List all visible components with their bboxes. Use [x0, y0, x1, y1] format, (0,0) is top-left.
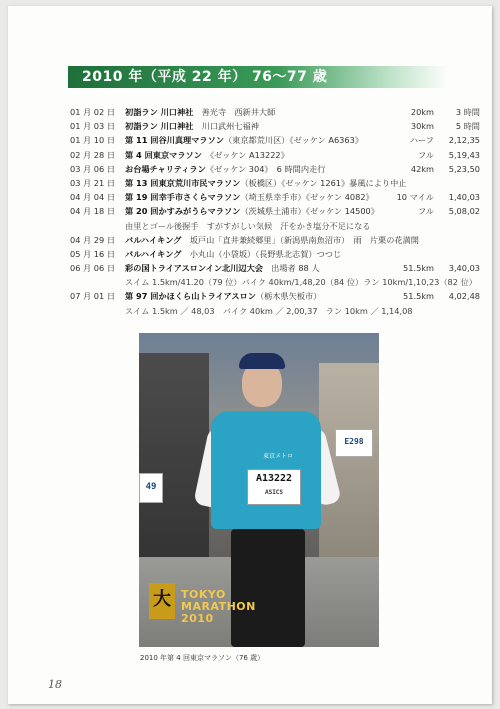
- photo-caption: 2010 年第 4 回東京マラソン（76 歳）: [140, 654, 265, 662]
- logo-line-3: 2010: [181, 612, 214, 625]
- race-log: [70, 107, 480, 320]
- log-row: [70, 249, 470, 263]
- entry-time: 5,08,02: [448, 206, 480, 217]
- section-title: 2010 年（平成 22 年） 76〜77 歳: [82, 69, 328, 85]
- entry-distance: ハーフ: [409, 135, 434, 146]
- bib-number: A13222: [255, 473, 293, 484]
- other-runner-bib: E298: [335, 429, 373, 457]
- entry-event: 第 4 回東京マラソン: [125, 149, 202, 160]
- log-row: [70, 163, 480, 178]
- log-row: [70, 178, 470, 192]
- entry-detail: （茨城県土浦市）《ゼッケン 14500》: [240, 206, 379, 217]
- entry-distance: 51.5km: [403, 263, 434, 274]
- entry-detail: 出場者 88 人: [271, 263, 320, 274]
- entry-event: 初詣ラン 川口神社: [125, 107, 194, 117]
- entry-detail: スイム 1.5km/41.20（79 位）バイク 40km/1,48,20（84 位）ラン 10km/1,10,23（82 位）: [125, 277, 477, 288]
- log-note-row: [70, 221, 470, 235]
- shirt-logo-text: 東京メトロ: [262, 453, 293, 460]
- entry-distance: フル: [417, 149, 434, 160]
- entry-description: [125, 305, 413, 317]
- entry-event: 第 13 回東京荒川市民マラソン: [125, 177, 241, 188]
- entry-description: [125, 249, 405, 260]
- entry-date: 02 月 28 日: [70, 149, 116, 160]
- entry-event: 初詣ラン 川口神社: [125, 121, 194, 132]
- entry-time: 3,40,03: [448, 263, 480, 274]
- entry-distance: 10 マイル: [396, 192, 434, 203]
- entry-date: 03 月 06 日: [70, 163, 116, 174]
- log-note-row: [70, 277, 477, 291]
- tokyo-marathon-logo-mark: 大: [149, 583, 175, 619]
- entry-detail: （板橋区）《ゼッケン 1261》暴風により中止: [240, 177, 407, 188]
- entry-detail: （埼玉県幸手市）《ゼッケン 4082》: [240, 192, 374, 203]
- log-row: [70, 121, 480, 135]
- entry-detail: スイム 1.5km ／ 48,03 バイク 40km ／ 2,00,37 ラン 10km ／ 1,14,08: [125, 305, 413, 316]
- entry-event: バルハイキング: [125, 248, 182, 259]
- log-row: [70, 149, 480, 164]
- entry-description: [125, 107, 405, 118]
- entry-description: [125, 234, 419, 246]
- entry-date: 04 月 18 日: [70, 206, 116, 217]
- entry-detail: 由里とゴール後握手 すがすがしい気候 汗をかき塩分不足になる: [125, 220, 371, 231]
- section-header-banner: [68, 66, 448, 88]
- bib-sponsor: ASICS: [264, 489, 284, 496]
- entry-event: バルハイキング: [125, 234, 182, 245]
- other-runner-bib-left: 49: [139, 473, 163, 503]
- entry-distance: 20km: [410, 107, 434, 117]
- tokyo-marathon-logo-text: [181, 589, 256, 625]
- entry-description: [125, 221, 405, 232]
- entry-detail: 《ゼッケン 304》 6 時間内走行: [205, 163, 326, 174]
- runner-cap: [239, 353, 285, 369]
- race-bib: [247, 469, 301, 505]
- log-row: [70, 135, 480, 149]
- entry-event: 第 19 回幸手市さくらマラソン: [125, 192, 241, 203]
- entry-distance: フル: [417, 206, 434, 217]
- logo-line-2: MARATHON: [181, 600, 256, 613]
- log-row: [70, 192, 480, 206]
- entry-event: 第 20 回かすみがうらマラソン: [125, 206, 241, 217]
- entry-time: 5,19,43: [448, 149, 480, 160]
- entry-event: 第 11 回谷川真理マラソン: [125, 135, 224, 146]
- entry-time: 5 時間: [455, 121, 480, 132]
- entry-date: 05 月 16 日: [70, 248, 116, 259]
- entry-date: 01 月 03 日: [70, 121, 116, 132]
- entry-distance: 42km: [410, 163, 434, 174]
- entry-date: 07 月 01 日: [70, 291, 116, 302]
- entry-detail: 坂戸山「直井兼続郷里」（新潟県南魚沼市） 雨 片栗の花満開: [189, 234, 419, 245]
- entry-distance: 51.5km: [403, 291, 434, 302]
- entry-detail: 《ゼッケン A13222》: [210, 149, 289, 160]
- entry-detail: 小丸山（小袋坂）（長野県北志賀）つつじ: [189, 248, 342, 259]
- entry-description: [125, 291, 405, 302]
- log-row: [70, 291, 480, 305]
- entry-detail: （栃木県矢板市）: [255, 291, 322, 302]
- entry-time: 5,23,50: [448, 163, 480, 174]
- entry-detail: 善光寺 西新井大師: [201, 107, 276, 117]
- entry-detail: （東京都荒川区）《ゼッケン A6363》: [223, 135, 363, 146]
- entry-event: 彩の国トライアスロンイン北川辺大会: [125, 263, 263, 274]
- entry-description: [125, 121, 405, 132]
- entry-date: 06 月 06 日: [70, 263, 116, 274]
- entry-event: 第 97 回かほくら山トライアスロン: [125, 291, 256, 302]
- entry-date: 04 月 04 日: [70, 192, 116, 203]
- entry-time: 4,02,48: [448, 291, 480, 302]
- entry-distance: 30km: [410, 121, 434, 132]
- entry-date: 03 月 21 日: [70, 177, 116, 188]
- logo-line-1: TOKYO: [181, 588, 226, 601]
- log-row: [70, 107, 480, 121]
- log-row: [70, 263, 480, 277]
- entry-event: お台場チャリティラン: [125, 163, 206, 174]
- entry-description: [125, 277, 477, 288]
- entry-time: 2,12,35: [448, 135, 480, 146]
- entry-description: [125, 178, 405, 189]
- entry-description: [125, 135, 405, 146]
- entry-time: 3 時間: [455, 107, 480, 117]
- entry-date: 04 月 29 日: [70, 234, 116, 245]
- entry-time: 1,40,03: [448, 192, 480, 203]
- entry-description: [125, 206, 405, 217]
- log-row: [70, 206, 480, 220]
- entry-date: 01 月 02 日: [70, 107, 116, 117]
- runner-tights: [231, 529, 305, 647]
- entry-description: [125, 150, 405, 161]
- page-number: 18: [48, 678, 62, 691]
- entry-description: [125, 192, 405, 203]
- entry-description: [125, 263, 405, 274]
- entry-detail: 川口武州七福神: [201, 121, 259, 132]
- marathon-photo: [139, 333, 379, 647]
- entry-date: 01 月 10 日: [70, 135, 116, 146]
- entry-description: [125, 164, 405, 175]
- log-row: [70, 235, 470, 249]
- log-note-row: [70, 306, 470, 320]
